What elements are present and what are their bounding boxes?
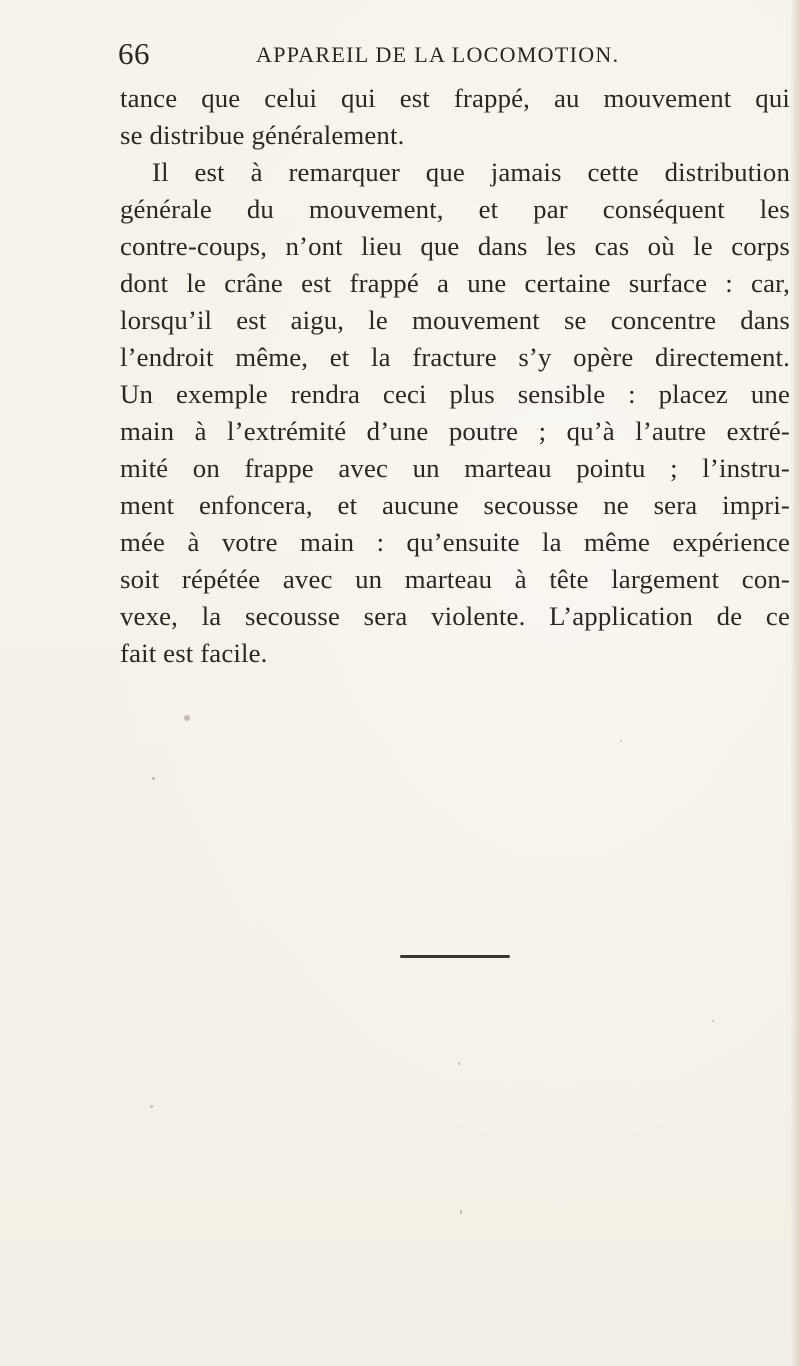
text-line: ment enfoncera, et aucune secousse ne sera impri- bbox=[120, 490, 790, 520]
text-line: l’endroit même, et la fracture s’y opère directement. bbox=[120, 342, 790, 372]
text-line: générale du mouvement, et par conséquent les bbox=[120, 194, 790, 224]
page-number: 66 bbox=[118, 36, 150, 71]
running-head: APPAREIL DE LA LOCOMOTION. bbox=[256, 42, 620, 67]
text-line: se distribue généralement. bbox=[120, 120, 405, 150]
page-header bbox=[118, 36, 678, 80]
page-edge bbox=[790, 0, 800, 1366]
text-line: tance que celui qui est frappé, au mouvement qui bbox=[120, 83, 790, 113]
paragraph-start-line: Il est à remarquer que jamais cette distribution bbox=[152, 157, 790, 187]
text-line: fait est facile. bbox=[120, 638, 268, 668]
paper-speck bbox=[712, 1020, 714, 1022]
text-line: lorsqu’il est aigu, le mouvement se concentre dans bbox=[120, 305, 790, 335]
paper-speck bbox=[458, 1062, 460, 1065]
paper-speck bbox=[620, 740, 622, 742]
paper-speck bbox=[460, 1210, 462, 1214]
text-line: main à l’extrémité d’une poutre ; qu’à l’autre extré- bbox=[120, 416, 790, 446]
paper-speck bbox=[184, 715, 190, 721]
text-line: dont le crâne est frappé a une certaine surface : car, bbox=[120, 268, 790, 298]
text-line: vexe, la secousse sera violente. L’application de ce bbox=[120, 601, 790, 631]
paper-speck bbox=[150, 1105, 153, 1108]
body-text bbox=[120, 80, 790, 672]
text-line: Un exemple rendra ceci plus sensible : placez une bbox=[120, 379, 790, 409]
text-line: mée à votre main : qu’ensuite la même expérience bbox=[120, 527, 790, 557]
text-line: soit répétée avec un marteau à tête largement con- bbox=[120, 564, 790, 594]
text-line: mité on frappe avec un marteau pointu ; l’instru- bbox=[120, 453, 790, 483]
ink-bleed-rule bbox=[400, 955, 510, 958]
text-line: contre-coups, n’ont lieu que dans les cas où le corps bbox=[120, 231, 790, 261]
paper-speck bbox=[152, 777, 155, 780]
